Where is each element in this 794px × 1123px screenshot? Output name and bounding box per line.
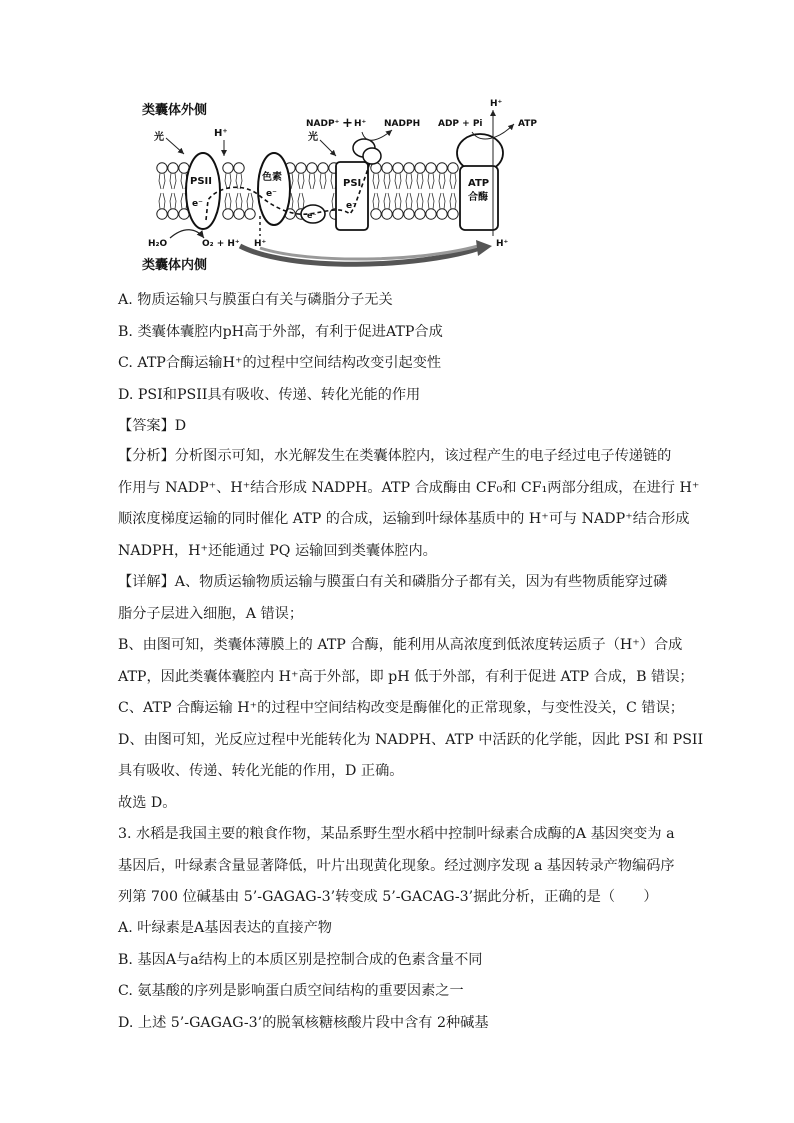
oxygen-proton-label: O₂ + H⁺ [202,239,240,249]
h-plus-label: H⁺ [254,239,267,249]
question-3-line: 列第 700 位碱基由 5’-GAGAG-3’转变成 5’-GACAG-3’据此分析，正确的是（ ） [118,889,658,905]
atp-synthase-label: ATP [468,178,490,189]
detail-line: 【详解】A、物质运输物质运输与膜蛋白有关和磷脂分子都有关，因为有些物质能穿过磷 [118,574,668,590]
electron-label: e⁻ [307,211,317,220]
q3-option-b: B. 基因A与a结构上的本质区别是控制合成的色素含量不同 [118,951,483,968]
water-label: H₂O [148,239,168,249]
answer-line: 【答案】D [118,418,187,434]
reductase [363,148,381,164]
electron-label: e⁻ [266,189,277,199]
question-3-line: 基因后，叶绿素含量显著降低，叶片出现黄化现象。经过测序发现 a 基因转录产物编码序 [118,857,675,874]
q2-option-b: B. 类囊体囊腔内pH高于外部，有利于促进ATP合成 [118,324,443,340]
atp-synthase-label-2: 合酶 [468,192,488,203]
detail-line: C、ATP 合酶运输 H⁺的过程中空间结构改变是酶催化的正常现象，与变性没关，C 错误； [118,700,684,716]
h-plus-label: H⁺ [214,128,228,139]
atp-label: ATP [518,119,538,129]
electron-label: e⁻ [192,199,203,209]
h-plus-label: H⁺ [490,99,503,109]
analysis-line: 顺浓度梯度运输的同时催化 ATP 的合成，运输到叶绿体基质中的 H⁺可与 NADP⁺结合形成 [118,511,690,527]
q2-option-d: D. PSI和PSII具有吸收、传递、转化光能的作用 [118,387,421,403]
psi-complex [336,162,368,230]
q2-option-c: C. ATP合酶运输H⁺的过程中空间结构改变引起变性 [118,355,442,371]
detail-line: D、由图可知，光反应过程中光能转化为 NADPH、ATP 中活跃的化学能，因此 PSI 和 PSII [118,731,704,748]
psii-label: PSII [190,176,212,187]
nadph-label: NADPH [384,119,421,129]
psi-label: PSI [343,178,362,189]
psii-complex [186,153,220,229]
plus-sign: + [342,116,353,131]
question-3-line: 3. 水稻是我国主要的粮食作物，某品系野生型水稻中控制叶绿素合成酶的A 基因突变为 a [118,826,675,842]
q3-option-c: C. 氨基酸的序列是影响蛋白质空间结构的重要因素之一 [118,983,464,999]
question-3 [118,819,678,914]
h-plus-label: H⁺ [354,119,367,129]
detail-line: B、由图可知，类囊体薄膜上的 ATP 合酶，能利用从高浓度到低浓度转运质子（H⁺）合成 [118,637,683,653]
electron-label: e⁻ [346,201,357,211]
light-label: 光 [154,132,164,143]
question-3-options [118,913,678,1039]
q3-option-d: D. 上述 5’-GAGAG-3’的脱氧核糖核酸片段中含有 2种碱基 [118,1014,489,1031]
analysis-line: 【分析】分析图示可知，水光解发生在类囊体腔内，该过程产生的电子经过电子传递链的 [118,448,672,464]
h-plus-label: H⁺ [496,239,509,249]
light-arrow [320,140,336,156]
proton-gradient-arrow [240,246,480,264]
analysis-line: NADPH，H⁺还能通过 PQ 运输回到类囊体腔内。 [118,542,437,559]
detail-paragraph [118,567,704,819]
pigment-label: 色素 [262,172,282,183]
analysis-paragraph [118,441,700,567]
adp-pi-label: ADP + Pi [438,119,483,129]
inside-label: 类囊体内侧 [142,258,208,273]
q2-option-a: A. 物质运输只与膜蛋白有关与磷脂分子无关 [118,292,393,308]
outside-label: 类囊体外侧 [142,103,208,118]
detail-line: 脂分子层进入细胞，A 错误； [118,605,304,622]
light-arrow [166,138,184,154]
q3-option-a: A. 叶绿素是A基因表达的直接产物 [118,920,332,936]
light-label: 光 [308,132,318,143]
detail-line: 具有吸收、传递、转化光能的作用，D 正确。 [118,763,404,779]
thylakoid-membrane-diagram [140,96,560,274]
detail-line: ATP，因此类囊体囊腔内 H⁺高于外部，即 pH 低于外部，有利于促进 ATP 合成，B 错误； [118,668,694,685]
nadp-plus-label: NADP⁺ [306,119,340,129]
detail-line: 故选 D。 [118,794,177,811]
analysis-line: 作用与 NADP⁺、H⁺结合形成 NADPH。ATP 合成酶由 CF₀和 CF₁两部分组成，在进行 H⁺ [118,479,700,496]
